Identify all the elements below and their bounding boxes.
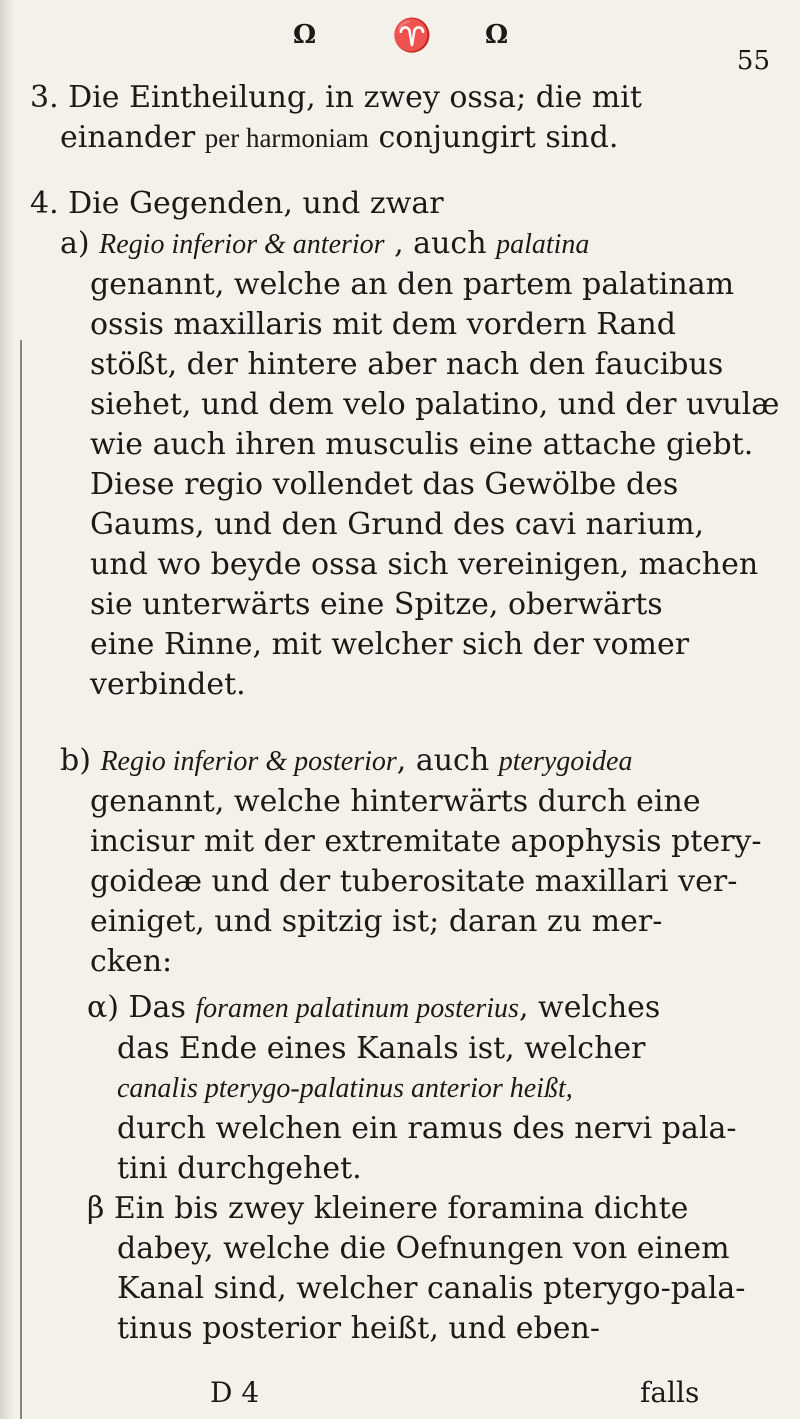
alpha-title-b: , welches: [518, 990, 661, 1025]
subitem-a-label: a): [60, 226, 100, 261]
subitem-b-label: b): [60, 743, 101, 778]
a-line: siehet, und dem velo palatino, und der uvulæ: [90, 387, 780, 422]
running-header: [0, 16, 800, 76]
margin-rule: [20, 340, 22, 1419]
a-line: Gaums, und den Grund des cavi narium,: [90, 507, 705, 542]
item-4-heading-text: 4. Die Gegenden, und zwar: [30, 186, 444, 221]
item-4-heading: [30, 184, 780, 224]
alpha-line: durch welchen ein ramus des nervi pala-: [117, 1111, 737, 1146]
item-3-line-2: [30, 120, 618, 155]
subitem-b-lines: [60, 782, 780, 982]
item-3-line-1: 3. Die Eintheilung, in zwey ossa; die mit: [30, 80, 642, 115]
a-line: Diese regio vollendet das Gewölbe des: [90, 467, 679, 502]
subitem-b-title: Regio inferior & posterior: [100, 746, 397, 777]
subitem-b-title-b: , auch: [396, 743, 499, 778]
body-text: [30, 78, 780, 1349]
header-ornament-left: Ω: [293, 20, 317, 50]
catchword: falls: [640, 1376, 700, 1409]
subitem-b: [30, 741, 780, 982]
alpha-lines: [87, 1029, 780, 1189]
a-line: stößt, der hintere aber nach den faucibus: [90, 347, 724, 382]
header-ornament-center: ♈: [392, 16, 432, 54]
subitem-a-title-c: palatina: [496, 229, 590, 260]
a-line: ossis maxillaris mit dem vordern Rand: [90, 307, 676, 342]
b-line: cken:: [90, 944, 173, 979]
b-line: goideæ und der tuberositate maxillari ver-: [90, 864, 738, 899]
alpha-line: tini durchgehet.: [117, 1151, 362, 1186]
b-line: incisur mit der extremitate apophysis ptery-: [90, 824, 762, 859]
subitem-a: [30, 224, 780, 705]
beta-label: β: [87, 1191, 114, 1226]
signature-mark: D 4: [210, 1376, 260, 1409]
a-line: wie auch ihren musculis eine attache giebt.: [90, 427, 754, 462]
a-line: und wo beyde ossa sich vereinigen, machen: [90, 547, 759, 582]
subitem-alpha: [30, 988, 780, 1189]
a-line: sie unterwärts eine Spitze, oberwärts: [90, 587, 663, 622]
subitem-a-title: Regio inferior & anterior: [99, 229, 385, 260]
alpha-title: foramen palatinum posterius: [195, 993, 519, 1024]
item-3-text-a: einander: [60, 120, 205, 155]
b-line: einiget, und spitzig ist; daran zu mer-: [90, 904, 663, 939]
subitem-beta: [30, 1189, 780, 1349]
alpha-label: α) Das: [87, 990, 196, 1025]
b-line: genannt, welche hinterwärts durch eine: [90, 784, 701, 819]
subitem-a-lines: [60, 265, 780, 705]
item-3-text-b: conjungirt sind.: [368, 120, 619, 155]
beta-line: tinus posterior heißt, und eben-: [117, 1311, 600, 1346]
book-spine-shadow: [0, 0, 14, 1419]
alpha-line: das Ende eines Kanals ist, welcher: [117, 1031, 646, 1066]
item-3: [30, 78, 780, 158]
subitem-a-title-b: , auch: [384, 226, 497, 261]
page-footer: [0, 1376, 800, 1416]
item-3-latin: per harmoniam: [204, 123, 369, 153]
subitem-b-title-c: pterygoidea: [498, 746, 633, 777]
page-number: 55: [736, 46, 770, 76]
beta-line: Ein bis zwey kleinere foramina dichte: [113, 1191, 689, 1226]
a-line: eine Rinne, mit welcher sich der vomer: [90, 627, 690, 662]
a-line: verbindet.: [90, 667, 246, 702]
a-line: genannt, welche an den partem palatinam: [90, 267, 735, 302]
beta-line: Kanal sind, welcher canalis pterygo-pala-: [117, 1271, 746, 1306]
alpha-line: canalis pterygo-palatinus anterior heißt,: [117, 1073, 573, 1104]
header-ornament-right: Ω: [485, 20, 509, 50]
beta-lines: [87, 1229, 780, 1349]
beta-line: dabey, welche die Oefnungen von einem: [117, 1231, 730, 1266]
